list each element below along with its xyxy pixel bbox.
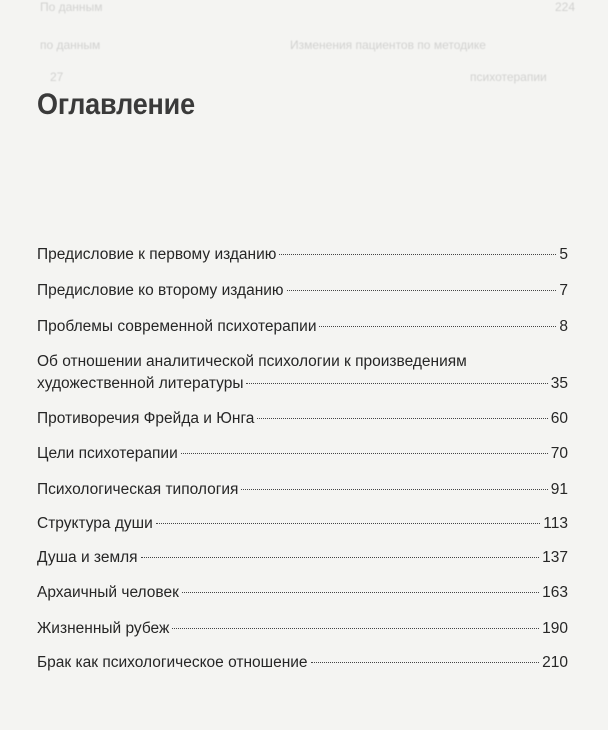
dot-leader <box>257 418 547 419</box>
bleed-line-2-mid: Изменения пациентов по методике <box>290 38 486 52</box>
toc-entry-title: Жизненный рубеж <box>37 620 170 637</box>
toc-entry-title: Душа и земля <box>37 549 138 566</box>
bleed-line-1-right: 224 <box>555 0 576 14</box>
dot-leader <box>279 254 556 255</box>
dot-leader <box>182 592 539 593</box>
toc-entry[interactable] <box>37 244 568 266</box>
toc-entry-title: Брак как психологическое отношение <box>37 654 308 671</box>
dot-leader <box>319 326 556 327</box>
dot-leader <box>181 453 548 454</box>
toc-entry-page: 113 <box>543 515 568 532</box>
dot-leader <box>141 557 540 558</box>
toc-entry-title: Структура души <box>37 515 153 532</box>
toc-entry-page: 91 <box>550 481 568 498</box>
toc-entry-title: Противоречия Фрейда и Юнга <box>37 410 255 427</box>
toc-entry[interactable] <box>37 280 568 302</box>
toc-entry-page: 60 <box>550 410 568 427</box>
bleed-line-3-mid: психотерапии <box>470 70 547 84</box>
toc-entry[interactable] <box>37 479 568 501</box>
toc-entry[interactable] <box>37 443 568 465</box>
toc-entry-page: 70 <box>550 445 568 462</box>
toc-entry-page: 5 <box>559 246 568 263</box>
toc-entry-page: 137 <box>542 549 568 566</box>
toc-entry-title: Проблемы современной психотерапии <box>37 318 317 335</box>
dot-leader <box>246 383 547 384</box>
toc-entry-title: Психологическая типология <box>37 481 239 498</box>
toc-entry[interactable] <box>37 652 568 674</box>
dot-leader <box>172 628 539 629</box>
toc-entry[interactable] <box>37 513 568 535</box>
toc-entry[interactable] <box>37 408 568 430</box>
toc-entry-page: 210 <box>542 654 568 671</box>
toc-entry[interactable] <box>37 582 568 604</box>
toc-entry[interactable] <box>37 316 568 338</box>
toc-entry-title: художественной литературы <box>37 375 244 392</box>
bleed-through-text <box>0 0 608 84</box>
toc-entry[interactable] <box>37 618 568 640</box>
toc-entry-title: Архаичный человек <box>37 584 179 601</box>
toc-entry[interactable] <box>37 351 568 395</box>
page-title: Оглавление <box>37 88 195 121</box>
toc-entry-page: 35 <box>550 375 568 392</box>
bleed-line-1-left: По данным <box>40 0 103 14</box>
toc-entry-title-line1: Об отношении аналитической психологии к произведениям <box>37 353 467 370</box>
toc-entry-title: Цели психотерапии <box>37 445 178 462</box>
toc-entry-page: 8 <box>559 318 568 335</box>
toc-entry-page: 190 <box>542 620 568 637</box>
bleed-line-3-left: 27 <box>50 70 64 84</box>
toc-entry-page: 163 <box>542 584 568 601</box>
bleed-line-2-left: по данным <box>40 38 101 52</box>
dot-leader <box>156 523 541 524</box>
dot-leader <box>311 662 540 663</box>
dot-leader <box>287 290 557 291</box>
toc-entry[interactable] <box>37 547 568 569</box>
toc-entry-page: 7 <box>559 282 568 299</box>
dot-leader <box>241 489 547 490</box>
toc-entry-title: Предисловие ко второму изданию <box>37 282 284 299</box>
toc-entry-title: Предисловие к первому изданию <box>37 246 277 263</box>
